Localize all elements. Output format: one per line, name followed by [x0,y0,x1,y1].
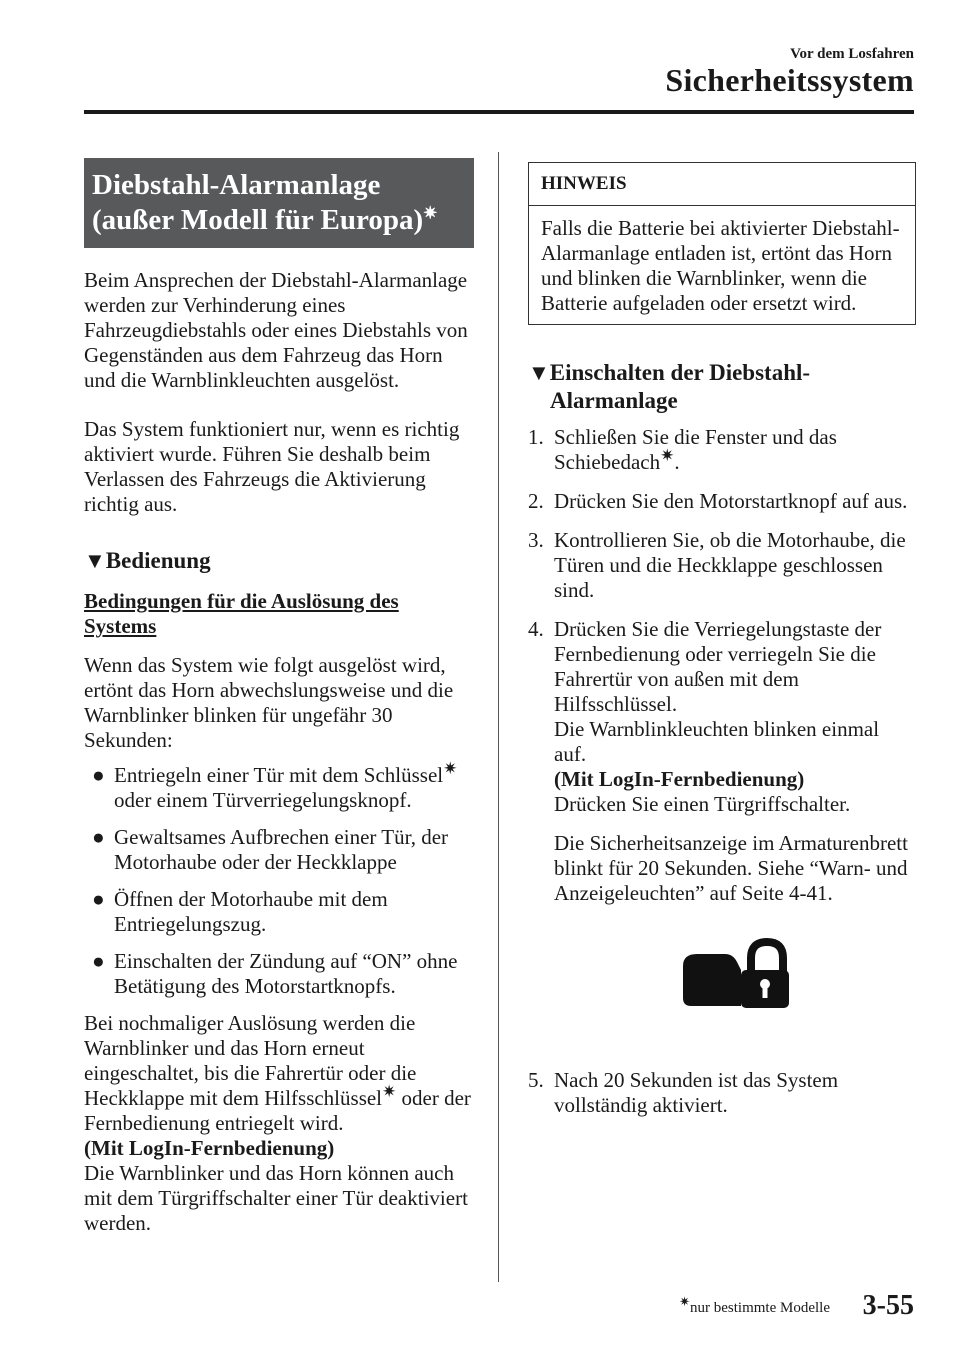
banner-line-1: Diebstahl-Alarmanlage [92,169,381,201]
bullet-icon: ● [92,887,105,911]
asterisk-icon: ✷ [443,759,458,778]
subheading-einschalten [528,359,916,415]
triangle-icon: ▼ [528,360,550,385]
section-banner [84,158,474,248]
subheading-bedienung [84,547,474,575]
bullet-4-text: Einschalten der Zündung auf “ON” ohne Betätigung des Motorstartknopfs. [114,949,458,998]
asterisk-icon: ✷ [382,1082,397,1101]
step-1-text-b: . [674,450,680,474]
step-4-indicator-text: Die Sicherheitsanzeige im Armaturenbrett blinkt für 20 Sekunden. Siehe “Warn- und Anzeigeleuchten” auf Seite 4-41. [554,831,908,905]
conditions-text: Wenn das System wie folgt ausgelöst wird, ertönt das Horn abwechslungsweise und die Warnblinker blinken für ungefähr 30 Sekunden: [84,653,454,752]
list-item [528,425,916,475]
banner-line-2 [92,203,466,238]
conditions-list [84,759,474,999]
list-item [84,887,474,937]
step-number: 4. [528,617,544,641]
subheading-text: Einschalten der Diebstahl-Alarmanlage [549,360,811,413]
left-column [84,158,474,1236]
list-item [528,1068,916,1118]
bullet-1-text-a: Entriegeln einer Tür mit dem Schlüssel [114,763,444,787]
page-number: 3-55 [862,1290,914,1321]
footer-note [679,1294,830,1317]
step-number: 2. [528,489,544,513]
security-indicator-icon [554,936,916,1010]
column-divider [498,152,499,1282]
triangle-icon: ▼ [84,548,106,573]
bullet-3-text: Öffnen der Motorhaube mit dem Entriegelungszug. [114,887,388,936]
step-4-login-text: Drücken Sie einen Türgriffschalter. [554,792,851,816]
banner-line-2-text: (außer Modell für Europa) [92,204,424,236]
list-item [84,759,474,813]
retrigger-paragraph [84,1011,474,1136]
asterisk-icon: ✷ [423,203,438,223]
intro-paragraph-1: Beim Ansprechen der Diebstahl-Alarmanlage werden zur Verhinderung eines Fahrzeugdiebstahls oder eines Diebstahls von Gegenständen aus dem Fahrzeug das Horn und die Warnblinkleuchten ausgelöst. [84,268,468,392]
asterisk-icon: ✷ [679,1294,691,1309]
intro-paragraph-2: Das System funktioniert nur, wenn es richtig aktiviert wurde. Führen Sie deshalb beim Verlassen des Fahrzeugs die Aktivierung richtig aus. [84,417,460,516]
list-item [528,489,916,514]
steps-list [528,425,916,1118]
step-number: 3. [528,528,544,552]
step-number: 1. [528,425,544,449]
header-rule [84,110,914,114]
asterisk-icon: ✷ [660,446,675,465]
list-item [84,949,474,999]
right-column [528,162,916,1132]
step-4-text: Drücken Sie die Verriegelungstaste der Fernbedienung oder verriegeln Sie die Fahrertür von außen mit dem Hilfsschlüssel. [554,617,882,716]
bullet-icon: ● [92,763,105,787]
bullet-icon: ● [92,949,105,973]
list-item [84,825,474,875]
step-2-text: Drücken Sie den Motorstartknopf auf aus. [554,489,908,513]
note-body: Falls die Batterie bei aktivierter Diebstahl-Alarmanlage entladen ist, ertönt das Horn und blinken die Warnblinker, wenn die Batterie aufgeladen oder ersetzt wird. [541,216,900,315]
bullet-2-text: Gewaltsames Aufbrechen einer Tür, der Motorhaube oder der Heckklappe [114,825,449,874]
step-4-blink-text: Die Warnblinkleuchten blinken einmal auf. [554,717,880,766]
list-item [528,617,916,1010]
login-heading: (Mit LogIn-Fernbedienung) [84,1136,335,1160]
step-5-text: Nach 20 Sekunden ist das System vollständig aktiviert. [554,1068,839,1117]
footer-note-text: nur bestimmte Modelle [690,1300,830,1316]
login-text: Die Warnblinker und das Horn können auch mit dem Türgriffschalter einer Tür deaktiviert werden. [84,1161,468,1235]
bullet-1-text-b: oder einem Türverriegelungsknopf. [114,788,412,812]
conditions-heading: Bedingungen für die Auslösung des Systems [84,589,399,638]
list-item [528,528,916,603]
step-number: 5. [528,1068,544,1092]
step-3-text: Kontrollieren Sie, ob die Motorhaube, die Türen und die Heckklappe geschlossen sind. [554,528,906,602]
chapter-title: Vor dem Losfahren [790,46,914,62]
note-title: HINWEIS [529,163,915,206]
retrigger-text-b: oder der Fernbedienung entriegelt wird. [84,1086,471,1135]
subheading-text: Bedienung [105,548,211,573]
bullet-icon: ● [92,825,105,849]
retrigger-text-a: Bei nochmaliger Auslösung werden die Warnblinker und das Horn erneut eingeschaltet, bis die Fahrertür oder die Heckklappe mit dem Hilfsschlüssel [84,1011,417,1110]
step-1-text-a: Schließen Sie die Fenster und das Schiebedach [554,425,837,474]
note-box [528,162,916,325]
section-title: Sicherheitssystem [665,62,914,98]
step-4-login-heading: (Mit LogIn-Fernbedienung) [554,767,805,791]
